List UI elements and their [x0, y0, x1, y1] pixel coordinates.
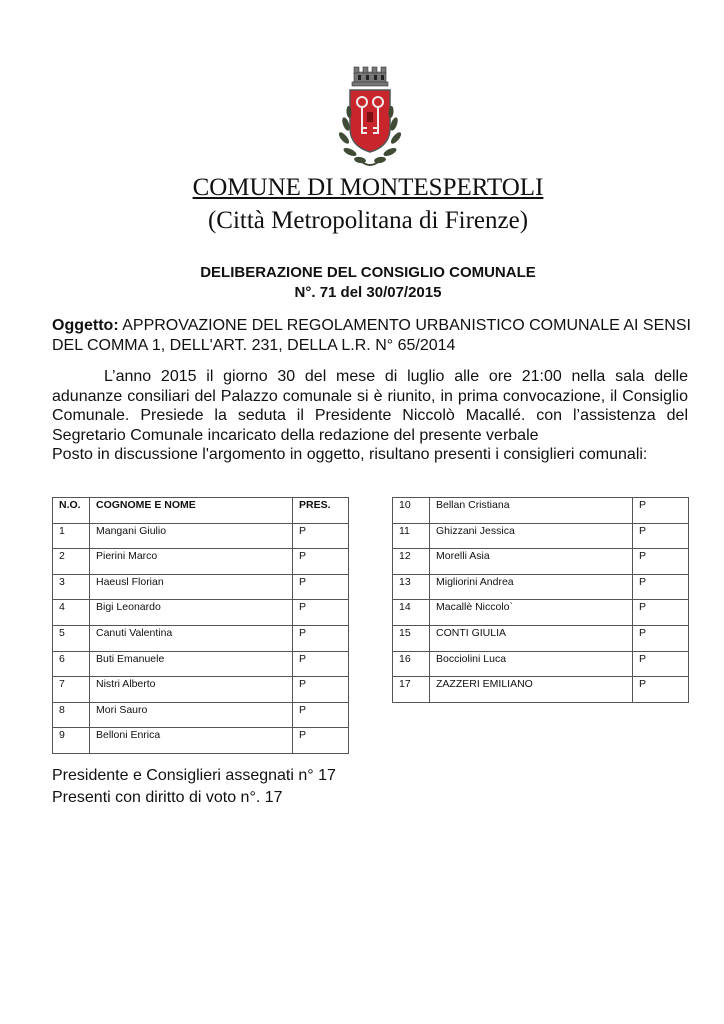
- attendance-summary: [52, 765, 336, 809]
- member-name: Buti Emanuele: [90, 651, 293, 677]
- attendance-table-left: [52, 497, 349, 754]
- deliberation-heading: [12, 263, 724, 303]
- session-paragraph: L’anno 2015 il giorno 30 del mese di luglio alle ore 21:00 nella sala delle adunanze consiliari del Palazzo comunale si è riunito, in prima convocazione, il Consiglio Comunale. Presiede la seduta il Presidente Niccolò Macallé. con l’assistenza del Segretario Comunale incaricato della redazione del presente verbale: [52, 368, 688, 444]
- member-name: Bocciolini Luca: [430, 651, 633, 677]
- member-presence: P: [293, 625, 349, 651]
- metro-city-name: (Città Metropolitana di Firenze): [207, 207, 529, 234]
- table-row: [393, 677, 689, 703]
- attendance-intro: Posto in discussione l'argomento in oggetto, risultano presenti i consiglieri comunali:: [52, 446, 648, 463]
- header-presence: PRES.: [293, 498, 349, 524]
- header-name: COGNOME E NOME: [90, 498, 293, 524]
- member-number: 5: [53, 625, 90, 651]
- member-name: Bellan Cristiana: [430, 498, 633, 524]
- member-number: 2: [53, 549, 90, 575]
- member-presence: P: [293, 677, 349, 703]
- member-number: 15: [393, 625, 430, 651]
- member-number: 1: [53, 523, 90, 549]
- coat-of-arms-icon: [330, 64, 410, 176]
- subject-text: APPROVAZIONE DEL REGOLAMENTO URBANISTICO COMUNALE AI SENSI DEL COMMA 1, DELL'ART. 231, DELLA L.R. N° 65/2014: [52, 317, 691, 354]
- member-number: 12: [393, 549, 430, 575]
- member-name: Canuti Valentina: [90, 625, 293, 651]
- member-presence: P: [293, 523, 349, 549]
- table-row: [53, 523, 349, 549]
- table-row: [53, 702, 349, 728]
- member-name: Belloni Enrica: [90, 728, 293, 754]
- member-number: 13: [393, 574, 430, 600]
- table-row: [53, 574, 349, 600]
- member-number: 17: [393, 677, 430, 703]
- attendance-table-right: [392, 497, 689, 703]
- member-name: Bigi Leonardo: [90, 600, 293, 626]
- member-number: 10: [393, 498, 430, 524]
- header-number: N.O.: [53, 498, 90, 524]
- assigned-count: Presidente e Consiglieri assegnati n° 17: [52, 767, 336, 784]
- table-row: [393, 600, 689, 626]
- member-presence: P: [293, 728, 349, 754]
- member-presence: P: [633, 677, 689, 703]
- member-presence: P: [633, 574, 689, 600]
- table-row: [53, 728, 349, 754]
- member-name: Nistri Alberto: [90, 677, 293, 703]
- subject-label: Oggetto:: [52, 317, 119, 334]
- member-number: 7: [53, 677, 90, 703]
- member-name: Macallè Niccolo`: [430, 600, 633, 626]
- member-number: 14: [393, 600, 430, 626]
- member-name: Migliorini Andrea: [430, 574, 633, 600]
- table-row: [53, 549, 349, 575]
- member-number: 11: [393, 523, 430, 549]
- table-row: [393, 625, 689, 651]
- table-row: [393, 651, 689, 677]
- member-presence: P: [633, 600, 689, 626]
- deliberation-number: N°. 71 del 30/07/2015: [294, 284, 442, 301]
- member-number: 4: [53, 600, 90, 626]
- member-name: CONTI GIULIA: [430, 625, 633, 651]
- table-header-row: [53, 498, 349, 524]
- document-header: [12, 172, 724, 238]
- table-row: [53, 625, 349, 651]
- present-count: Presenti con diritto di voto n°. 17: [52, 789, 283, 806]
- table-row: [393, 549, 689, 575]
- member-number: 8: [53, 702, 90, 728]
- table-row: [53, 677, 349, 703]
- member-number: 3: [53, 574, 90, 600]
- table-row: [53, 600, 349, 626]
- document-body: [52, 367, 688, 465]
- table-row: [393, 498, 689, 524]
- deliberation-title: DELIBERAZIONE DEL CONSIGLIO COMUNALE: [200, 264, 536, 281]
- member-presence: P: [633, 498, 689, 524]
- member-name: ZAZZERI EMILIANO: [430, 677, 633, 703]
- member-name: Pierini Marco: [90, 549, 293, 575]
- member-presence: P: [293, 600, 349, 626]
- member-presence: P: [293, 574, 349, 600]
- member-name: Ghizzani Jessica: [430, 523, 633, 549]
- member-number: 16: [393, 651, 430, 677]
- member-presence: P: [633, 523, 689, 549]
- member-name: Mori Sauro: [90, 702, 293, 728]
- member-number: 9: [53, 728, 90, 754]
- member-presence: P: [293, 702, 349, 728]
- municipality-name: COMUNE DI MONTESPERTOLI: [192, 174, 544, 201]
- member-name: Morelli Asia: [430, 549, 633, 575]
- member-name: Haeusl Florian: [90, 574, 293, 600]
- member-presence: P: [633, 549, 689, 575]
- member-presence: P: [293, 549, 349, 575]
- table-row: [53, 651, 349, 677]
- member-presence: P: [633, 625, 689, 651]
- table-row: [393, 523, 689, 549]
- member-name: Mangani Giulio: [90, 523, 293, 549]
- subject: [52, 316, 692, 356]
- member-presence: P: [293, 651, 349, 677]
- member-presence: P: [633, 651, 689, 677]
- member-number: 6: [53, 651, 90, 677]
- table-row: [393, 574, 689, 600]
